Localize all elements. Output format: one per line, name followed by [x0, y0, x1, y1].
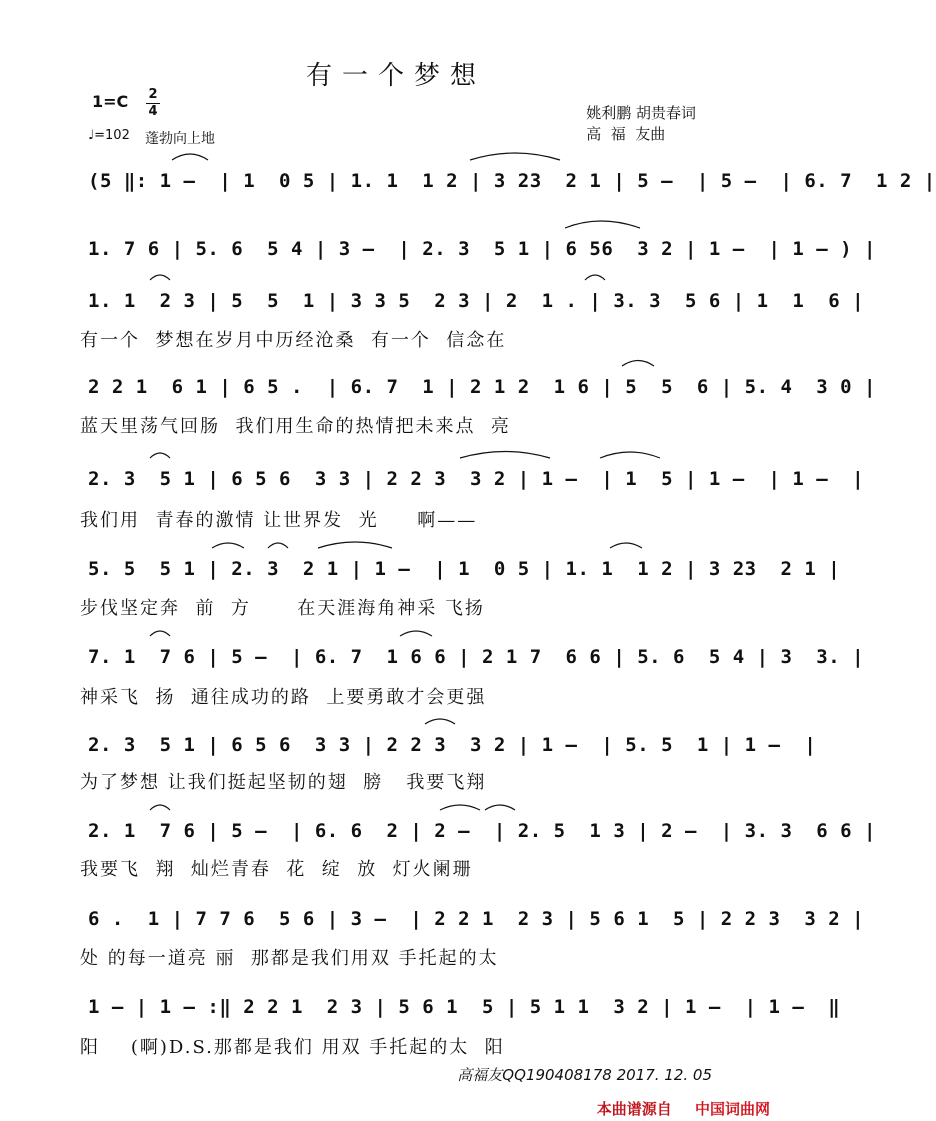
notes-line-7: 7. 1 7 6 | 5 – | 6. 7 1 6 6 | 2 1 7 6 6 | 5. 6 5 4 | 3 3. |: [88, 646, 865, 668]
lyrics-line-5: 我们用 青春的激情 让世界发 光 啊——: [80, 510, 478, 531]
source-site[interactable]: 中国词曲网: [694, 1100, 770, 1118]
notes-line-9: 2. 1 7 6 | 5 – | 6. 6 2 | 2 – | 2. 5 1 3 | 2 – | 3. 3 6 6 |: [88, 820, 876, 842]
score-line-7: [88, 636, 865, 680]
score-line-6: [88, 548, 841, 592]
time-signature: [146, 88, 160, 119]
score-line-3: [88, 280, 865, 324]
notes-line-8: 2. 3 5 1 | 6 5 6 3 3 | 2 2 3 3 2 | 1 – | 5. 5 1 | 1 – |: [88, 734, 817, 756]
lyrics-line-11: 阳 (啊)D.S.那都是我们 用双 手托起的太 阳: [80, 1037, 505, 1058]
composer-credit: 高 福 友曲: [586, 125, 666, 143]
source-label: 本曲谱源自: [596, 1100, 672, 1118]
score-line-9: [88, 810, 876, 854]
key-signature: 1=C: [92, 92, 129, 111]
notes-line-10: 6 . 1 | 7 7 6 5 6 | 3 – | 2 2 1 2 3 | 5 6 1 5 | 2 2 3 3 2 |: [88, 908, 865, 930]
score-line-4: [88, 366, 876, 410]
score-line-8: [88, 724, 817, 768]
lyrics-line-7: 神采飞 扬 通往成功的路 上要勇敢才会更强: [80, 687, 487, 708]
notes-line-5: 2. 3 5 1 | 6 5 6 3 3 | 2 2 3 3 2 | 1 – | 1 5 | 1 – | 1 – |: [88, 468, 865, 490]
notes-line-2: 1. 7 6 | 5. 6 5 4 | 3 – | 2. 3 5 1 | 6 56 3 2 | 1 – | 1 – ) |: [88, 238, 876, 260]
expression-mark: 蓬勃向上地: [145, 131, 215, 147]
song-title: 有一个梦想: [305, 61, 486, 91]
tempo-mark: ♩=102: [88, 128, 130, 143]
time-bottom: 4: [148, 104, 158, 119]
lyrics-line-10: 处 的每一道亮 丽 那都是我们用双 手托起的太: [80, 948, 499, 969]
notes-line-6: 5. 5 5 1 | 2. 3 2 1 | 1 – | 1 0 5 | 1. 1 1 2 | 3 23 2 1 |: [88, 558, 841, 580]
slur-arc: [565, 221, 640, 228]
notes-line-11: 1 – | 1 – :‖ 2 2 1 2 3 | 5 6 1 5 | 5 1 1 3 2 | 1 – | 1 – ‖: [88, 996, 841, 1018]
lyrics-line-4: 蓝天里荡气回肠 我们用生命的热情把未来点 亮: [80, 416, 511, 437]
slur-arc: [470, 153, 560, 160]
notes-line-3: 1. 1 2 3 | 5 5 1 | 3 3 5 2 3 | 2 1 . | 3. 3 5 6 | 1 1 6 |: [88, 290, 865, 312]
signature: 高福友QQ190408178 2017. 12. 05: [457, 1066, 712, 1084]
score-line-10: [88, 898, 865, 942]
lyrics-line-6: 步伐坚定奔 前 方 在天涯海角神采 飞扬: [80, 598, 485, 619]
score-line-2: [88, 228, 876, 272]
score-line-1: [88, 160, 936, 204]
lyrics-line-9: 我要飞 翔 灿烂青春 花 绽 放 灯火阑珊: [80, 859, 473, 880]
lyrics-line-3: 有一个 梦想在岁月中历经沧桑 有一个 信念在: [80, 330, 507, 351]
lyrics-line-8: 为了梦想 让我们挺起坚韧的翅 膀 我要飞翔: [80, 772, 487, 793]
notes-line-4: 2 2 1 6 1 | 6 5 . | 6. 7 1 | 2 1 2 1 6 | 5 5 6 | 5. 4 3 0 |: [88, 376, 876, 398]
score-line-5: [88, 458, 865, 502]
score-line-11: [88, 986, 841, 1030]
source-credit: [597, 1098, 770, 1119]
time-top: 2: [148, 87, 158, 102]
notes-line-1: (5 ‖: 1 – | 1 0 5 | 1. 1 1 2 | 3 23 2 1 | 5 – | 5 – | 6. 7 1 2 |: [88, 170, 936, 192]
lyricist-credit: 姚利鹏 胡贵春词: [586, 104, 696, 122]
credits: [586, 103, 696, 145]
